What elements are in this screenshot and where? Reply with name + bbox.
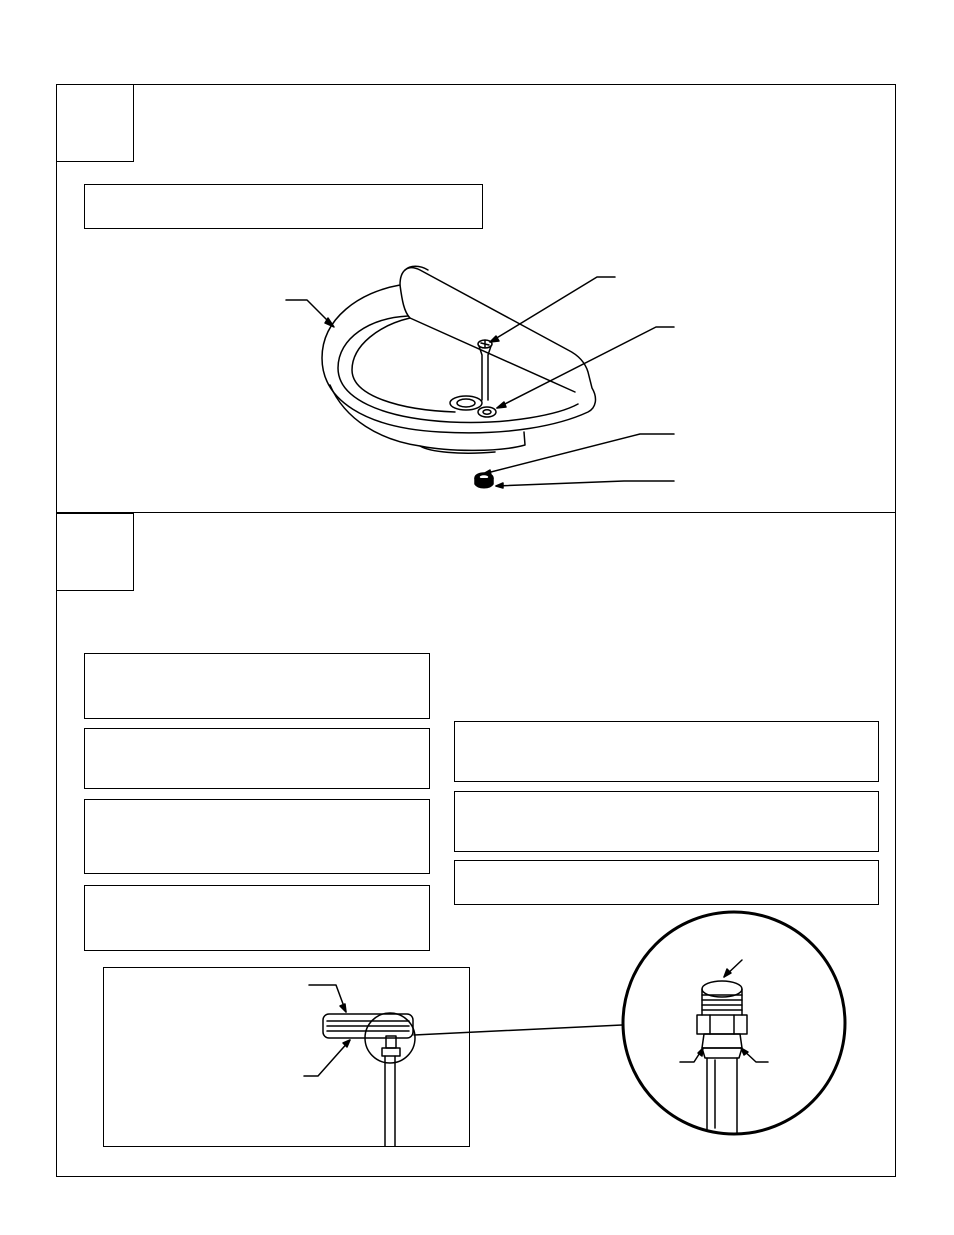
basin-illustration: [322, 266, 595, 453]
screw-icon: [478, 340, 492, 400]
fitting-detail-icon: [623, 912, 845, 1134]
supply-pipe-illustration: [304, 985, 622, 1146]
leader-lines-step-1: [286, 277, 674, 488]
